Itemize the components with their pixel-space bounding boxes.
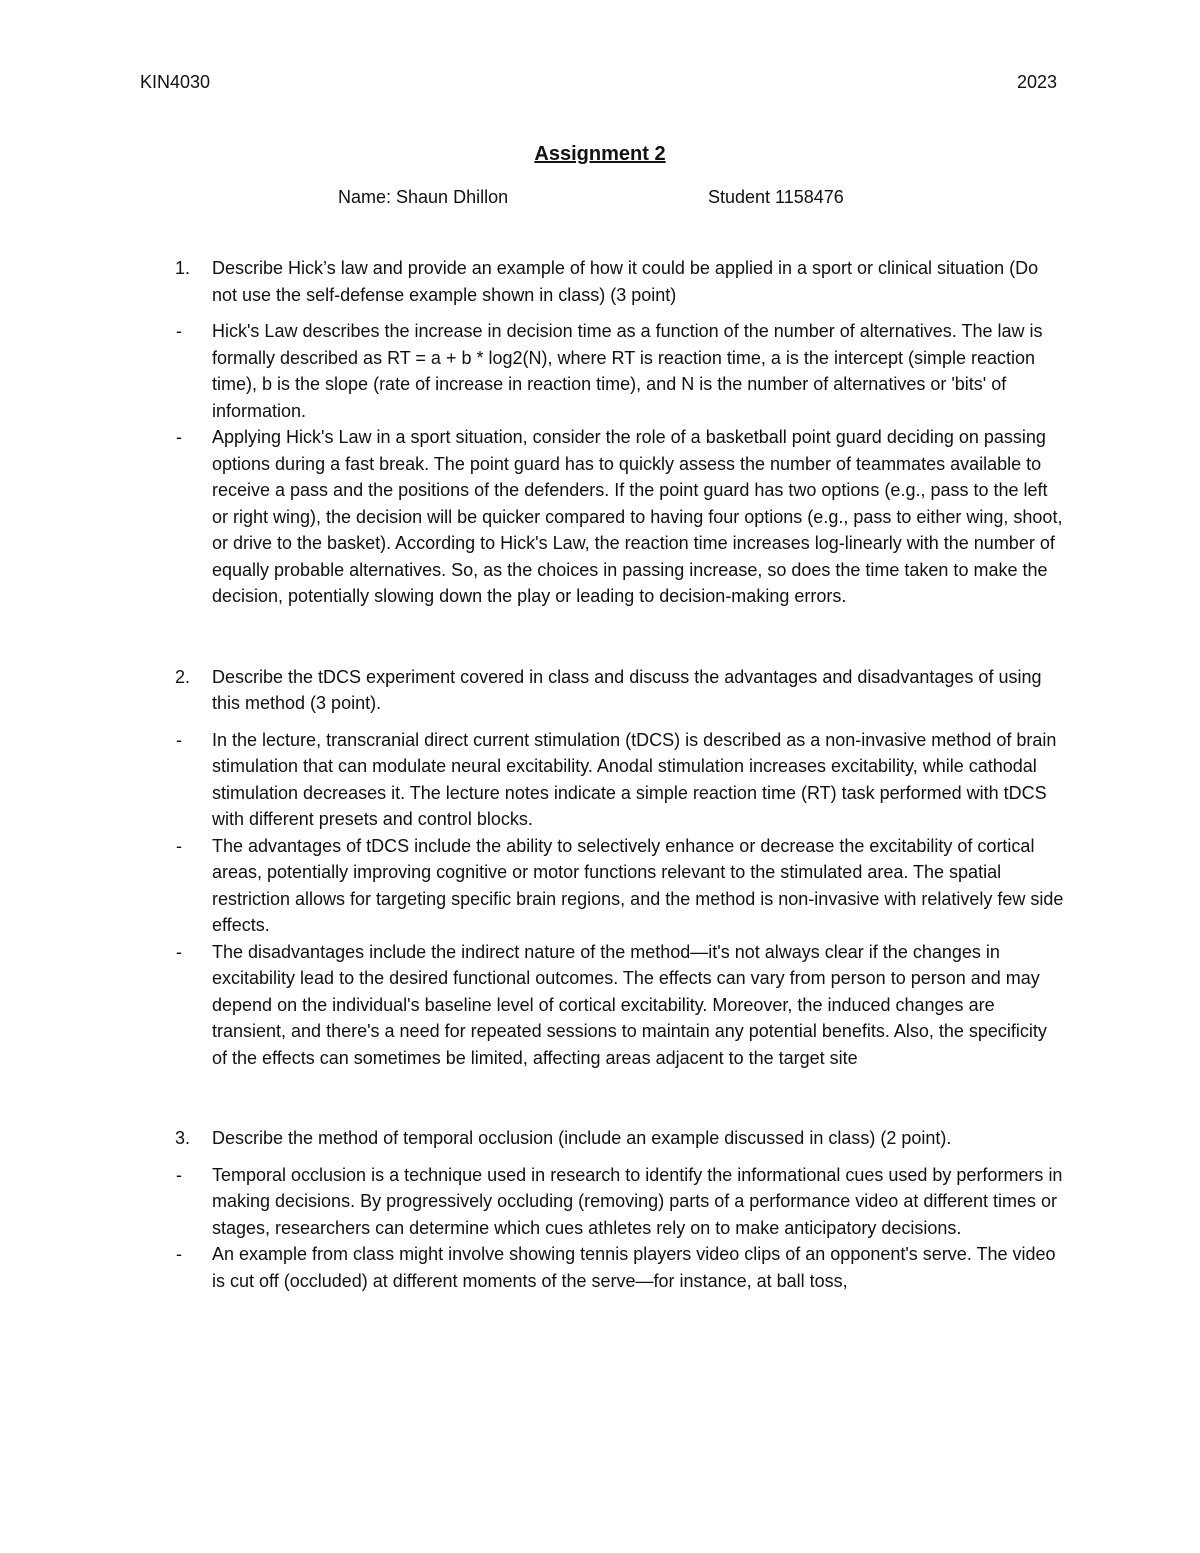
answer-item	[140, 1162, 1065, 1242]
question-3	[140, 1125, 1065, 1152]
answer-item	[140, 727, 1065, 833]
answer-text: The disadvantages include the indirect nature of the method—it's not always clear if the changes in excitability lead to the desired functional outcomes. The effects can vary from person to person and may depend on the individual's baseline level of cortical excitability. Moreover, the induced changes are transient, and there's a need for repeated sessions to maintain any potential benefits. Also, the specificity of the effects can sometimes be limited, affecting areas adjacent to the target site	[212, 941, 1047, 1068]
bullet-dash: -	[176, 729, 182, 750]
answer-item	[140, 318, 1065, 424]
question-text: Describe Hick’s law and provide an example of how it could be applied in a sport or clinical situation (Do not use the self-defense example shown in class) (3 point)	[212, 258, 1039, 305]
student-name: Name: Shaun Dhillon	[338, 187, 509, 207]
bullet-dash: -	[176, 321, 182, 341]
answer-item	[140, 1241, 1065, 1294]
question-2	[140, 664, 1065, 717]
answer-item	[140, 939, 1065, 1072]
student-number: Student 1158476	[708, 187, 844, 207]
year: 2023	[1016, 72, 1057, 92]
document-body	[140, 255, 1065, 1294]
question-text: Describe the tDCS experiment covered in class and discuss the advantages and disadvantages of using this method (3 point).	[212, 666, 1042, 713]
answer-text: An example from class might involve showing tennis players video clips of an opponent's serve. The video is cut off (occluded) at different moments of the serve—for instance, at ball toss,	[212, 1244, 1056, 1291]
bullet-dash: -	[176, 427, 182, 447]
question-number: 3.	[175, 1128, 191, 1148]
answer-text: Applying Hick's Law in a sport situation, consider the role of a basketball point guard deciding on passing options during a fast break. The point guard has to quickly assess the number of teammates available to receive a pass and the positions of the defenders. If the point guard has two options (e.g., pass to the left or right wing), the decision will be quicker compared to having four options (e.g., pass to either wing, shoot, or drive to the basket). According to Hick's Law, the reaction time increases log-linearly with the number of equally probable alternatives. So, as the choices in passing increase, so does the time taken to make the decision, potentially slowing down the play or leading to decision-making errors.	[212, 427, 1063, 606]
question-1	[140, 255, 1065, 308]
answer-item	[140, 833, 1065, 939]
answer-text: Temporal occlusion is a technique used in research to identify the informational cues used by performers in making decisions. By progressively occluding (removing) parts of a performance video at different times or stages, researchers can determine which cues athletes rely on to make anticipatory decisions.	[212, 1164, 1063, 1238]
answer-text: The advantages of tDCS include the ability to selectively enhance or decrease the excitability of cortical areas, potentially improving cognitive or motor functions relevant to the stimulated area. The spatial restriction allows for targeting specific brain regions, and the method is non-invasive with relatively few side effects.	[212, 835, 1064, 935]
assignment-title: Assignment 2	[534, 143, 666, 165]
course-code: KIN4030	[140, 72, 211, 92]
bullet-dash: -	[176, 1164, 182, 1185]
question-text: Describe the method of temporal occlusion (include an example discussed in class) (2 point).	[212, 1128, 952, 1148]
bullet-dash: -	[176, 941, 182, 962]
answer-text: Hick's Law describes the increase in decision time as a function of the number of alternatives. The law is formally described as RT = a + b * log2(N), where RT is reaction time, a is the intercept (simple reaction time), b is the slope (rate of increase in reaction time), and N is the number of alternatives or 'bits' of information.	[212, 321, 1043, 421]
question-number: 1.	[175, 258, 191, 278]
answer-text: In the lecture, transcranial direct current stimulation (tDCS) is described as a non-invasive method of brain stimulation that can modulate neural excitability. Anodal stimulation increases excitability, while cathodal stimulation decreases it. The lecture notes indicate a simple reaction time (RT) task performed with tDCS with different presets and control blocks.	[212, 729, 1057, 829]
answer-item	[140, 424, 1065, 610]
question-number: 2.	[175, 666, 191, 687]
bullet-dash: -	[176, 1244, 182, 1264]
bullet-dash: -	[176, 835, 182, 856]
